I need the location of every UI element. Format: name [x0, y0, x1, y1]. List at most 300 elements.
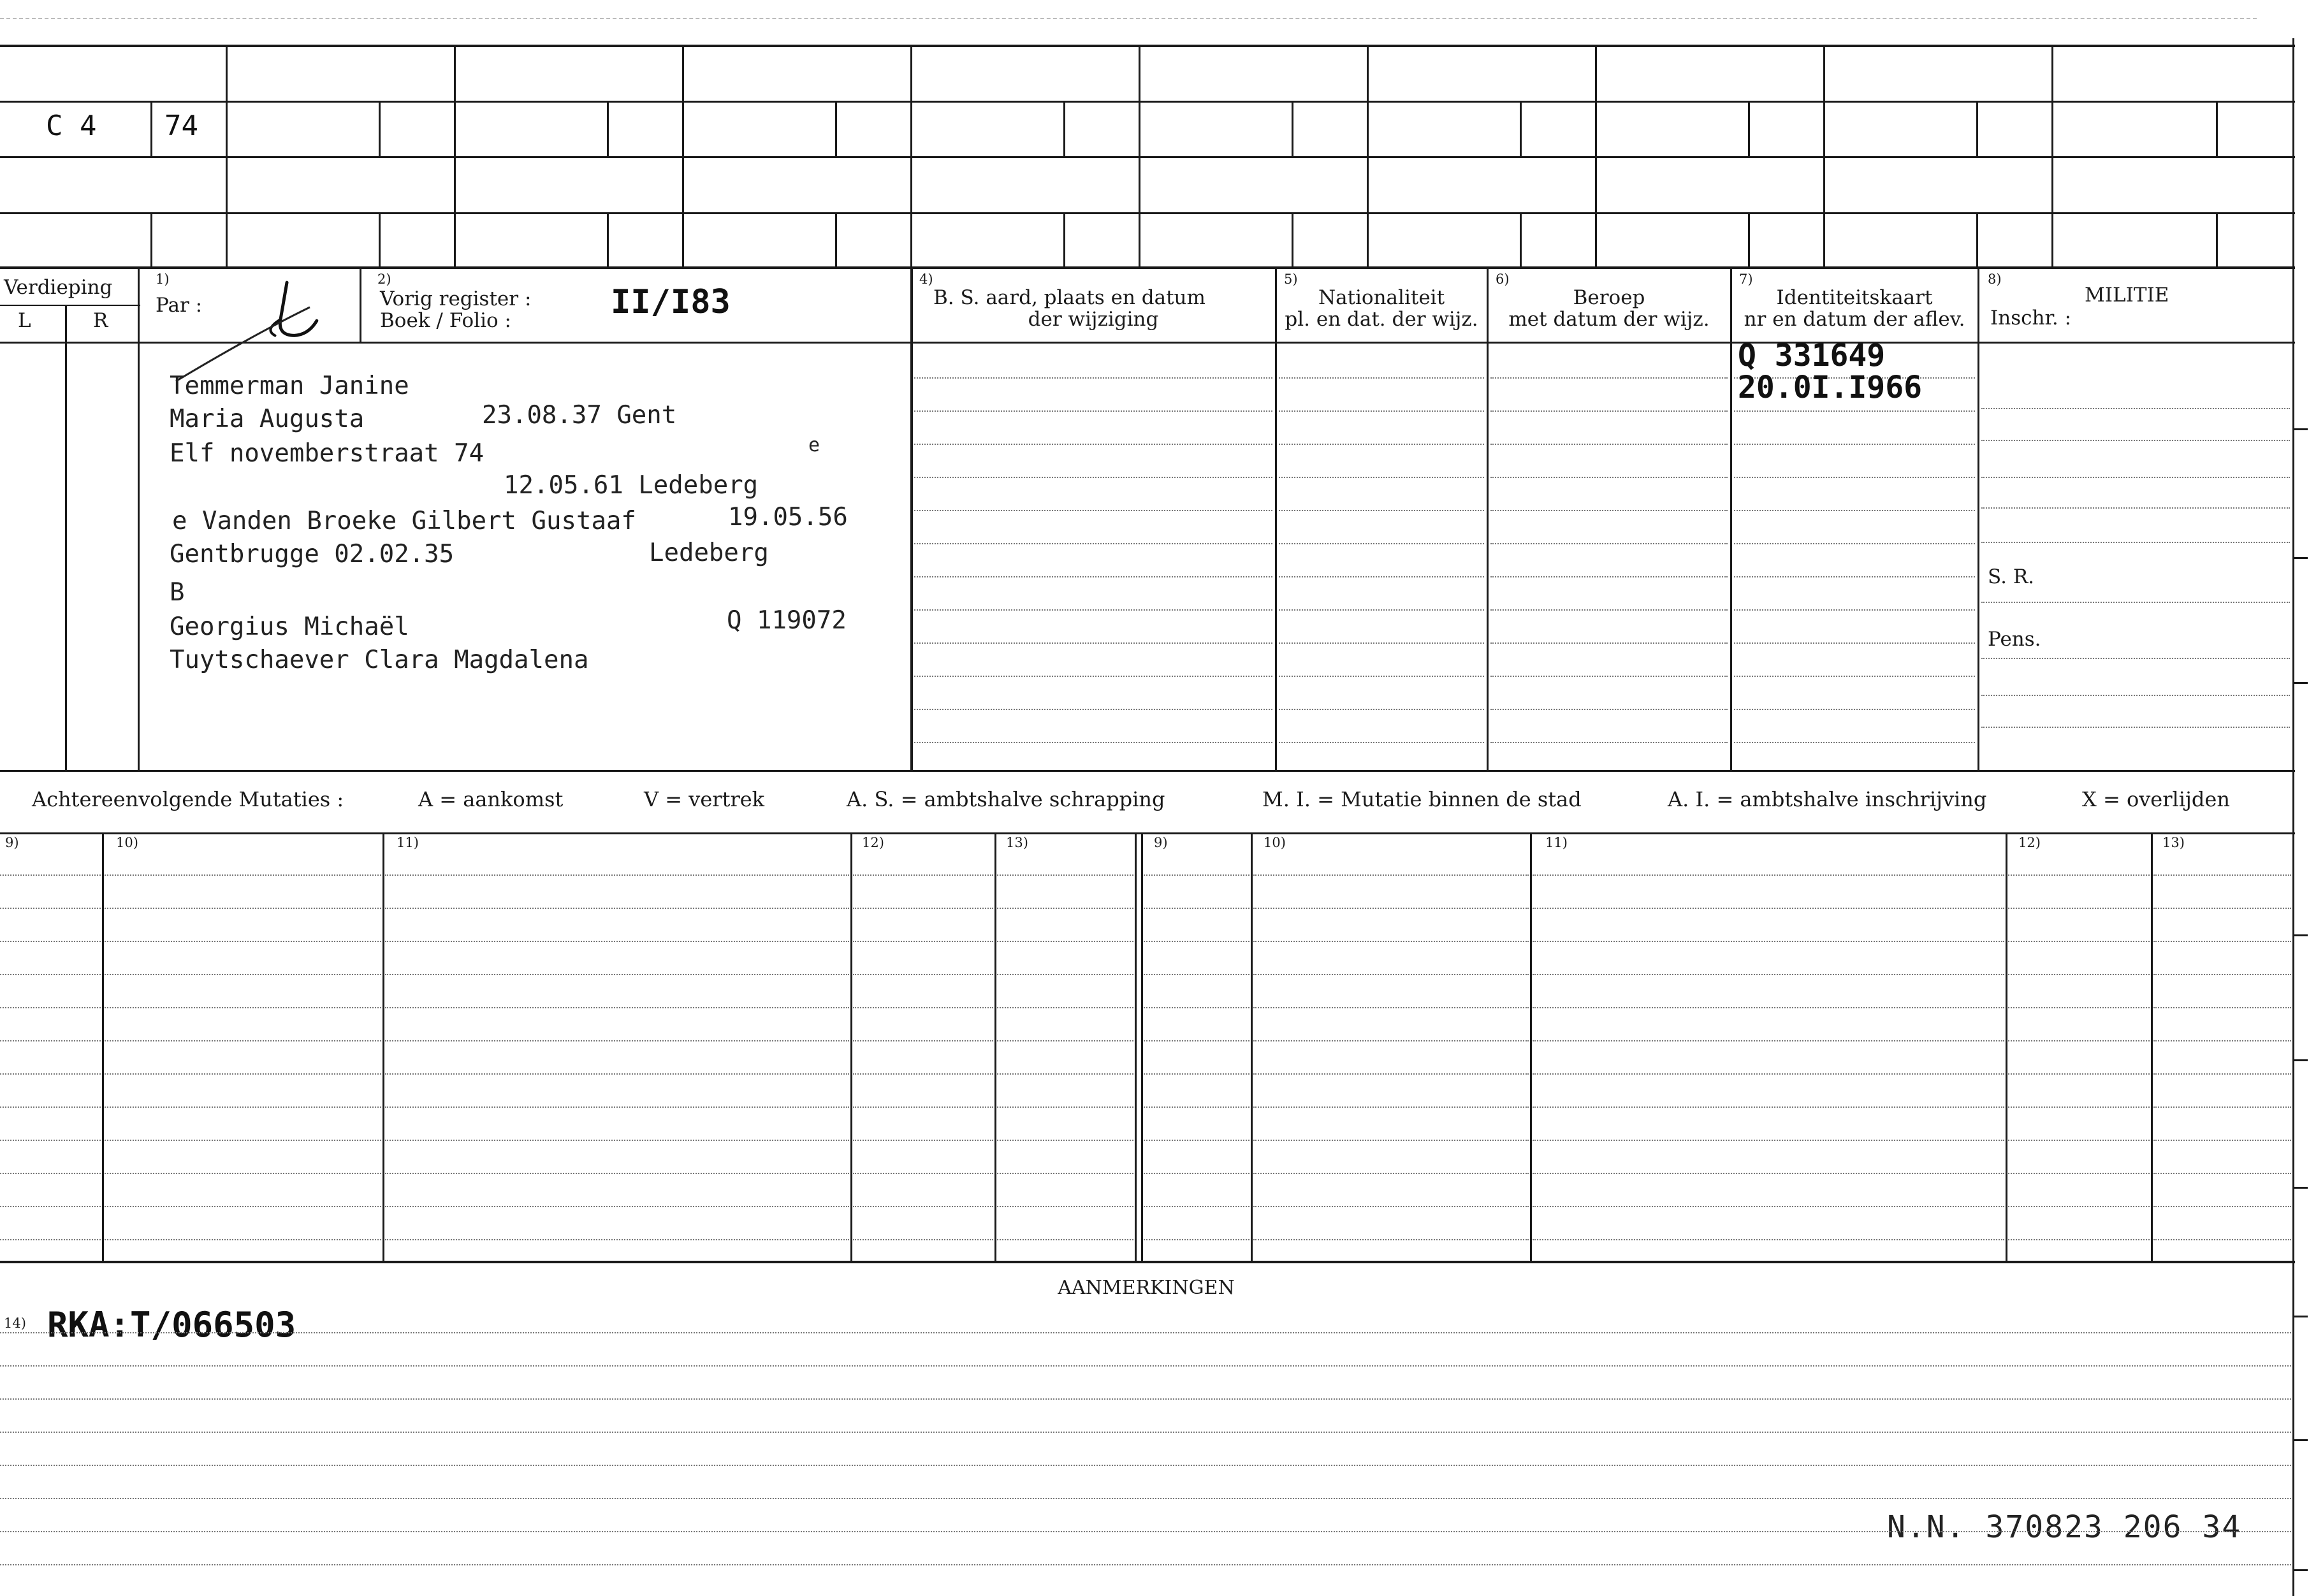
- dotted-rule: [105, 1173, 381, 1174]
- dotted-rule: [1490, 510, 1728, 511]
- dotted-rule: [385, 1239, 849, 1240]
- dotted-rule: [914, 676, 1272, 677]
- dotted-rule: [1981, 408, 2290, 409]
- col5-line2: pl. en dat. der wijz.: [1285, 308, 1478, 331]
- dotted-rule: [914, 742, 1272, 743]
- dotted-rule: [1533, 1007, 2004, 1008]
- dotted-rule: [385, 874, 849, 876]
- grid-divider: [1139, 46, 1140, 268]
- dotted-rule: [1253, 974, 1529, 975]
- dotted-rule: [853, 1239, 993, 1240]
- grid-divider: [910, 46, 912, 268]
- dotted-rule: [914, 609, 1272, 611]
- mutation-legend-x: X = overlijden: [2082, 787, 2230, 811]
- edge-tick: [2294, 428, 2308, 430]
- grid-subdivider: [1063, 214, 1065, 267]
- grid-divider: [2292, 38, 2294, 1596]
- dotted-rule: [0, 1365, 2291, 1367]
- dotted-rule: [385, 1007, 849, 1008]
- verdieping-l: L: [18, 309, 31, 332]
- header-bottom: [0, 342, 2295, 344]
- dotted-rule: [1279, 444, 1484, 445]
- mut-col-9-right: 9): [1154, 835, 1168, 850]
- dotted-rule: [2153, 874, 2291, 876]
- dotted-rule: [853, 908, 993, 909]
- mut-col-12-right: 12): [2018, 835, 2041, 850]
- grid-subdivider: [150, 102, 152, 157]
- mut-col-10-right: 10): [1264, 835, 1286, 850]
- dotted-rule: [1144, 1173, 1249, 1174]
- dotted-rule: [1533, 1239, 2004, 1240]
- dotted-rule: [0, 874, 101, 876]
- dotted-rule: [2008, 1239, 2150, 1240]
- mut-col-13-right: 13): [2162, 835, 2185, 850]
- grid-divider: [226, 46, 228, 268]
- grid-subdivider: [150, 214, 152, 267]
- dotted-rule: [105, 908, 381, 909]
- dotted-rule: [1144, 941, 1249, 942]
- dotted-rule: [1981, 602, 2290, 603]
- dotted-rule: [1533, 1073, 2004, 1075]
- dotted-rule: [1981, 507, 2290, 509]
- dotted-rule: [853, 1007, 993, 1008]
- dotted-rule: [2153, 974, 2291, 975]
- grid-subdivider: [607, 214, 609, 267]
- mut-divider: [994, 834, 996, 1262]
- person-spouse-birth: Gentbrugge 02.02.35: [170, 540, 455, 569]
- dotted-rule: [105, 974, 381, 975]
- mutations-top: [0, 832, 2295, 834]
- dotted-rule: [1981, 477, 2290, 478]
- grid-subdivider: [1520, 102, 1522, 157]
- grid-divider: [2051, 46, 2053, 268]
- dotted-rule: [997, 1140, 1133, 1141]
- person-address: Elf novemberstraat 74: [170, 439, 484, 468]
- grid-divider: [1823, 46, 1825, 268]
- grid-subdivider: [835, 102, 837, 157]
- dotted-rule: [997, 1206, 1133, 1207]
- grid-divider: [1595, 46, 1597, 268]
- dotted-rule: [853, 1106, 993, 1108]
- edge-tick: [2294, 1439, 2308, 1441]
- dotted-rule: [1144, 908, 1249, 909]
- dotted-rule: [2153, 1106, 2291, 1108]
- dotted-rule: [914, 410, 1272, 412]
- dotted-rule: [105, 1040, 381, 1041]
- dotted-rule: [1490, 709, 1728, 710]
- grid-subdivider: [1292, 214, 1293, 267]
- mutation-legend-as: A. S. = ambtshalve schrapping: [847, 787, 1165, 811]
- col7-line1: Identiteitskaart: [1776, 286, 1933, 309]
- dotted-rule: [2008, 941, 2150, 942]
- dotted-rule: [1253, 1140, 1529, 1141]
- dotted-rule: [1279, 709, 1484, 710]
- dotted-rule: [105, 1106, 381, 1108]
- dotted-rule: [385, 1040, 849, 1041]
- edge-tick: [2294, 557, 2308, 559]
- col4-line2: der wijziging: [1028, 308, 1159, 331]
- dotted-rule: [1490, 410, 1728, 412]
- dotted-rule: [0, 1432, 2291, 1433]
- dotted-rule: [1734, 609, 1975, 611]
- mut-divider: [1530, 834, 1532, 1262]
- dotted-rule: [1144, 1140, 1249, 1141]
- dotted-rule: [1279, 377, 1484, 379]
- verdieping-label: Verdieping: [4, 276, 113, 299]
- dotted-rule: [1279, 477, 1484, 478]
- dotted-rule: [1981, 695, 2290, 696]
- militie-pens: Pens.: [1988, 628, 2041, 651]
- dotted-rule: [105, 1206, 381, 1207]
- dotted-rule: [1279, 676, 1484, 677]
- id-card-number: Q 331649: [1738, 338, 1886, 374]
- dotted-rule: [0, 1239, 101, 1240]
- col1-label: Par :: [156, 294, 203, 317]
- dotted-rule: [997, 1173, 1133, 1174]
- mutations-bottom: [0, 1261, 2295, 1263]
- person-given-names: Maria Augusta: [170, 405, 365, 433]
- col2-label2: Boek / Folio :: [380, 309, 511, 332]
- top-edge-dashes: [0, 18, 2257, 19]
- col4-divider: [910, 268, 913, 771]
- grid-subdivider: [1976, 102, 1978, 157]
- dotted-rule: [997, 974, 1133, 975]
- dotted-rule: [1279, 543, 1484, 544]
- mutation-legend-a: A = aankomst: [418, 787, 564, 811]
- person-father-id: Q 119072: [727, 606, 847, 635]
- dotted-rule: [853, 974, 993, 975]
- edge-tick: [2294, 1187, 2308, 1189]
- dotted-rule: [1490, 609, 1728, 611]
- col-l-divider: [65, 305, 67, 771]
- person-birth: 23.08.37 Gent: [482, 401, 677, 430]
- col4-num: 4): [919, 272, 933, 287]
- mut-col-11: 11): [397, 835, 419, 850]
- dotted-rule: [1734, 510, 1975, 511]
- grid-subdivider: [1520, 214, 1522, 267]
- dotted-rule: [1490, 742, 1728, 743]
- mut-divider: [850, 834, 852, 1262]
- dotted-rule: [385, 941, 849, 942]
- grid-line: [0, 212, 2295, 214]
- dotted-rule: [2008, 1040, 2150, 1041]
- dotted-rule: [1533, 1106, 2004, 1108]
- col6-divider: [1487, 268, 1489, 771]
- dotted-rule: [2153, 1040, 2291, 1041]
- dotted-rule: [385, 1173, 849, 1174]
- grid-subdivider: [2216, 214, 2218, 267]
- dotted-rule: [853, 874, 993, 876]
- dotted-rule: [105, 1073, 381, 1075]
- dotted-rule: [105, 1239, 381, 1240]
- grid-subdivider: [379, 214, 381, 267]
- dotted-rule: [0, 1332, 2291, 1333]
- dotted-rule: [1981, 658, 2290, 659]
- col6-line1: Beroep: [1573, 286, 1645, 309]
- dotted-rule: [0, 1465, 2291, 1466]
- dotted-rule: [1533, 1206, 2004, 1207]
- edge-tick: [2294, 1316, 2308, 1317]
- dotted-rule: [997, 908, 1133, 909]
- verdieping-r: R: [93, 309, 108, 332]
- mut-divider: [1141, 834, 1143, 1262]
- col8-num: 8): [1988, 272, 2002, 287]
- dotted-rule: [853, 1040, 993, 1041]
- dotted-rule: [914, 642, 1272, 644]
- person-marriage-place: Ledeberg: [649, 539, 769, 567]
- dotted-rule: [1981, 440, 2290, 441]
- dotted-rule: [1533, 874, 2004, 876]
- grid-line: [0, 101, 2295, 103]
- dotted-rule: [914, 477, 1272, 478]
- dotted-rule: [853, 1073, 993, 1075]
- dotted-rule: [853, 1140, 993, 1141]
- col7-divider: [1730, 268, 1732, 771]
- dotted-rule: [1144, 1007, 1249, 1008]
- dotted-rule: [105, 1140, 381, 1141]
- dotted-rule: [2008, 1073, 2150, 1075]
- dotted-rule: [1981, 542, 2290, 543]
- dotted-rule: [0, 1007, 101, 1008]
- dotted-rule: [0, 1564, 2291, 1565]
- mut-divider: [1251, 834, 1253, 1262]
- grid-subdivider: [1748, 102, 1750, 157]
- dotted-rule: [1144, 1040, 1249, 1041]
- grid-subdivider: [379, 102, 381, 157]
- dotted-rule: [2008, 1140, 2150, 1141]
- dotted-rule: [2153, 941, 2291, 942]
- dotted-rule: [2153, 1206, 2291, 1207]
- dotted-rule: [1253, 908, 1529, 909]
- grid-divider: [454, 46, 456, 268]
- dotted-rule: [1533, 941, 2004, 942]
- edge-tick: [2294, 1059, 2308, 1061]
- mut-divider: [102, 834, 104, 1262]
- person-father: Georgius Michaël: [170, 613, 409, 641]
- dotted-rule: [997, 1239, 1133, 1240]
- dotted-rule: [1144, 874, 1249, 876]
- grid-subdivider: [835, 214, 837, 267]
- col2-num: 2): [377, 272, 391, 287]
- edge-tick: [2294, 682, 2308, 684]
- dotted-rule: [1144, 1106, 1249, 1108]
- dotted-rule: [1253, 1106, 1529, 1108]
- dotted-rule: [1490, 477, 1728, 478]
- col8-inschr: Inschr. :: [1990, 307, 2072, 330]
- dotted-rule: [1253, 1040, 1529, 1041]
- dotted-rule: [914, 377, 1272, 379]
- dotted-rule: [1253, 1007, 1529, 1008]
- dotted-rule: [0, 1498, 2291, 1499]
- mut-col-9: 9): [5, 835, 19, 850]
- grid-subdivider: [1292, 102, 1293, 157]
- dotted-rule: [105, 874, 381, 876]
- edge-tick: [2294, 934, 2308, 936]
- person-mark-e: e: [808, 434, 820, 456]
- dotted-rule: [0, 1106, 101, 1108]
- person-nationality: B: [170, 578, 185, 607]
- dotted-rule: [1533, 974, 2004, 975]
- verdieping-sub: [0, 305, 140, 306]
- dotted-rule: [914, 543, 1272, 544]
- dotted-rule: [1981, 727, 2290, 728]
- dotted-rule: [385, 1073, 849, 1075]
- dotted-rule: [0, 1398, 2291, 1400]
- dotted-rule: [1490, 444, 1728, 445]
- dotted-rule: [853, 1206, 993, 1207]
- mutation-legend-mi: M. I. = Mutatie binnen de stad: [1262, 787, 1582, 811]
- dotted-rule: [997, 1007, 1133, 1008]
- dotted-rule: [385, 1140, 849, 1141]
- grid-subdivider: [1976, 214, 1978, 267]
- dotted-rule: [1144, 1239, 1249, 1240]
- dotted-rule: [1734, 709, 1975, 710]
- dotted-rule: [1253, 1206, 1529, 1207]
- mut-col-12: 12): [862, 835, 884, 850]
- dotted-rule: [2008, 1007, 2150, 1008]
- dotted-rule: [2008, 908, 2150, 909]
- dotted-rule: [1253, 1073, 1529, 1075]
- dotted-rule: [997, 1040, 1133, 1041]
- dotted-rule: [1734, 477, 1975, 478]
- dotted-rule: [2153, 1073, 2291, 1075]
- dotted-rule: [914, 444, 1272, 445]
- dotted-rule: [1253, 941, 1529, 942]
- dotted-rule: [0, 974, 101, 975]
- dotted-rule: [0, 1040, 101, 1041]
- dotted-rule: [1279, 742, 1484, 743]
- dotted-rule: [1144, 974, 1249, 975]
- col7-num: 7): [1739, 272, 1753, 287]
- dotted-rule: [997, 941, 1133, 942]
- dotted-rule: [1533, 1040, 2004, 1041]
- grid-divider: [1367, 46, 1369, 268]
- dotted-rule: [1490, 676, 1728, 677]
- dotted-rule: [1490, 642, 1728, 644]
- dotted-rule: [1533, 1173, 2004, 1174]
- dotted-rule: [0, 1173, 101, 1174]
- dotted-rule: [2008, 874, 2150, 876]
- dotted-rule: [1253, 1173, 1529, 1174]
- dotted-rule: [997, 1106, 1133, 1108]
- dotted-rule: [0, 1073, 101, 1075]
- dotted-rule: [0, 1140, 101, 1141]
- dotted-rule: [1253, 1239, 1529, 1240]
- dotted-rule: [1734, 576, 1975, 577]
- dotted-rule: [385, 974, 849, 975]
- person-name: Temmerman Janine: [170, 372, 409, 400]
- dotted-rule: [1490, 576, 1728, 577]
- remarks-title: AANMERKINGEN: [1058, 1277, 1235, 1299]
- dotted-rule: [1533, 1140, 2004, 1141]
- dotted-rule: [2008, 1106, 2150, 1108]
- dotted-rule: [853, 941, 993, 942]
- body-bottom: [0, 770, 2295, 772]
- dotted-rule: [1279, 609, 1484, 611]
- col8-divider: [1978, 268, 1979, 771]
- dotted-rule: [1490, 377, 1728, 379]
- top-border: [0, 45, 2295, 47]
- mut-divider: [2151, 834, 2153, 1262]
- dotted-rule: [2153, 1239, 2291, 1240]
- dotted-rule: [2153, 1173, 2291, 1174]
- militie-sr: S. R.: [1988, 565, 2035, 588]
- mutations-title: Achtereenvolgende Mutaties :: [32, 787, 344, 811]
- dotted-rule: [0, 908, 101, 909]
- dotted-rule: [2008, 1173, 2150, 1174]
- mutation-legend-ai: A. I. = ambtshalve inschrijving: [1668, 787, 1987, 811]
- col-r-divider: [138, 268, 140, 771]
- col5-num: 5): [1284, 272, 1298, 287]
- dotted-rule: [1533, 908, 2004, 909]
- person-mother: Tuytschaever Clara Magdalena: [170, 646, 589, 674]
- col8-title: MILITIE: [2085, 284, 2169, 307]
- dotted-rule: [0, 941, 101, 942]
- edge-tick: [2294, 1569, 2308, 1571]
- mutation-legend-v: V = vertrek: [644, 787, 765, 811]
- dotted-rule: [1734, 742, 1975, 743]
- grid-line: [0, 266, 2295, 269]
- grid-divider: [682, 46, 684, 268]
- dotted-rule: [105, 1007, 381, 1008]
- dotted-rule: [1279, 410, 1484, 412]
- mut-col-10: 10): [116, 835, 138, 850]
- person-marriage-date: 19.05.56: [728, 503, 848, 532]
- grid-subdivider: [1063, 102, 1065, 157]
- dotted-rule: [914, 510, 1272, 511]
- mut-col-11-right: 11): [1545, 835, 1568, 850]
- dotted-rule: [1734, 676, 1975, 677]
- row-number: 74: [164, 110, 198, 142]
- dotted-rule: [997, 874, 1133, 876]
- person-spouse: e Vanden Broeke Gilbert Gustaaf: [172, 507, 636, 535]
- col7-line2: nr en datum der aflev.: [1744, 308, 1965, 331]
- dotted-rule: [997, 1073, 1133, 1075]
- dotted-rule: [1144, 1073, 1249, 1075]
- person-move-date: 12.05.61 Ledeberg: [504, 471, 759, 500]
- dotted-rule: [1279, 642, 1484, 644]
- dotted-rule: [385, 908, 849, 909]
- dotted-rule: [1279, 510, 1484, 511]
- dotted-rule: [1490, 543, 1728, 544]
- dotted-rule: [1734, 642, 1975, 644]
- col2-value: II/I83: [611, 283, 731, 321]
- dotted-rule: [105, 941, 381, 942]
- col6-num: 6): [1496, 272, 1510, 287]
- dotted-rule: [1279, 576, 1484, 577]
- row-code: C 4: [46, 110, 97, 142]
- remarks-num: 14): [4, 1316, 26, 1331]
- dotted-rule: [1253, 874, 1529, 876]
- dotted-rule: [914, 576, 1272, 577]
- dotted-rule: [2153, 1140, 2291, 1141]
- mut-col-13: 13): [1006, 835, 1028, 850]
- mut-divider: [382, 834, 384, 1262]
- remarks-nn: N.N. 370823 206 34: [1887, 1509, 2242, 1545]
- dotted-rule: [385, 1206, 849, 1207]
- mut-divider: [2006, 834, 2007, 1262]
- col5-line1: Nationaliteit: [1318, 286, 1445, 309]
- dotted-rule: [385, 1106, 849, 1108]
- dotted-rule: [1734, 410, 1975, 412]
- col2-label1: Vorig register :: [380, 287, 532, 310]
- dotted-rule: [0, 1531, 2291, 1532]
- dotted-rule: [2153, 908, 2291, 909]
- dotted-rule: [1734, 543, 1975, 544]
- id-card-date: 20.0I.I966: [1738, 370, 1922, 405]
- dotted-rule: [2008, 1206, 2150, 1207]
- dotted-rule: [0, 1206, 101, 1207]
